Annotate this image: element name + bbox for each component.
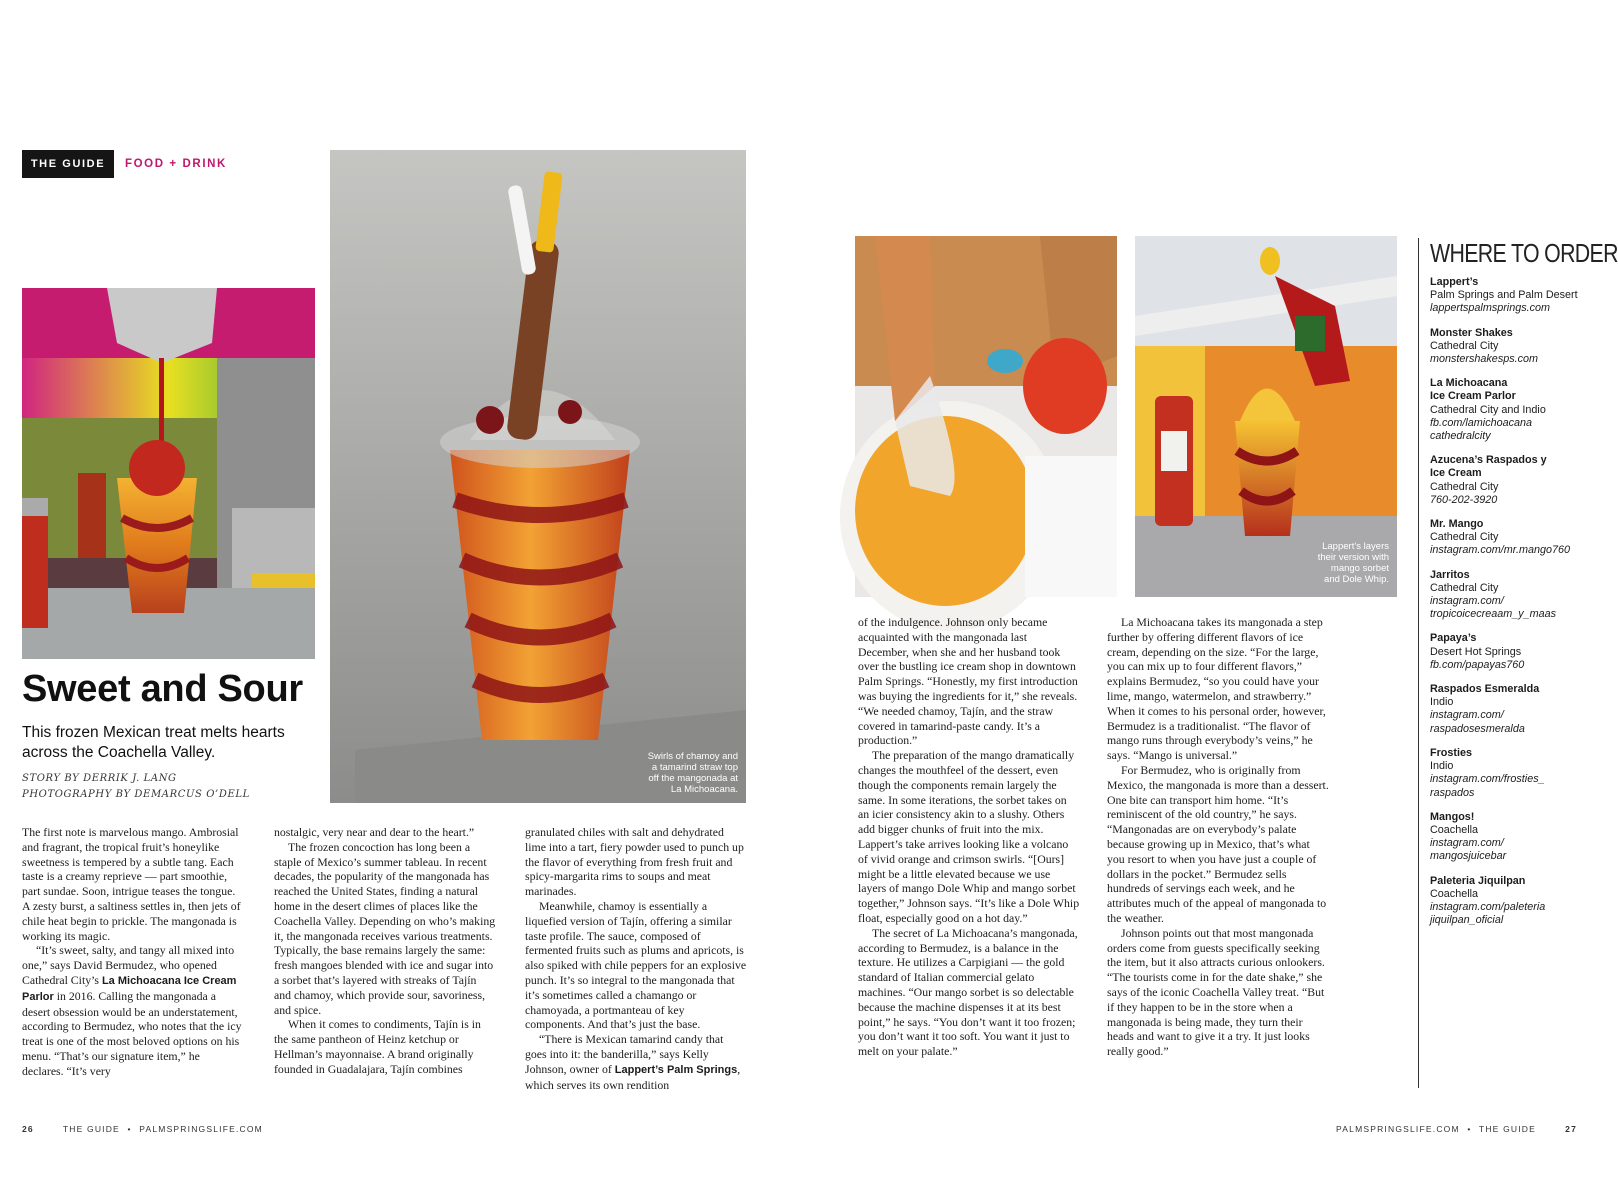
list-item bbox=[1430, 276, 1595, 316]
venue-location: Indio bbox=[1430, 696, 1454, 709]
list-item bbox=[1430, 683, 1595, 736]
list-item bbox=[1430, 632, 1595, 672]
venue-name: Paleteria Jiquilpan bbox=[1430, 874, 1526, 887]
venue-link[interactable]: monstershakesps.com bbox=[1430, 353, 1539, 366]
paragraph: The preparation of the mango dramatically changes the mouthfeel of the dessert, even though the components remain largely the same. In some iterations, the sorbet takes on an icier consistency akin to a slushy. Others add bigger chunks of fruit into the mix. Lappert’s take arrives looking like a volcano of vivid orange and crimson swirls. “[Ours] might be a little elevated because we use layers of mango Dole Whip and mango sorbet together,” Johnson says. “It’s like a Dole Whip float, especially good on a hot day.” bbox=[858, 748, 1080, 925]
footer-left bbox=[22, 1124, 263, 1134]
story-credit: STORY BY DERRIK J. LANG bbox=[22, 773, 177, 784]
paragraph: granulated chiles with salt and dehydrated lime into a tart, fiery powder used to punch up the flavor of everything from fresh fruit and spicy-margarita rims to soups and meat marinades. bbox=[525, 825, 744, 899]
venue-location: Cathedral City bbox=[1430, 339, 1499, 352]
venue-location: Cathedral City bbox=[1430, 531, 1499, 544]
paragraph: The frozen concoction has long been a staple of Mexico’s summer tableau. In recent decades, the popularity of the mangonada has reached the United States, finding a natural home in the desert climes of places like the Coachella Valley. Depending on who’s making it, the mangonada receives various treatments. Typically, the base remains largely the same: fresh mangoes blended with ice and sugar into a sorbet that’s layered with streaks of Tajín and chamoy, which provide sour, savoriness, and spice. bbox=[274, 839, 496, 1017]
the-guide-tag: THE GUIDE bbox=[22, 150, 114, 178]
venue-location: Desert Hot Springs bbox=[1430, 645, 1522, 658]
footer-site-link[interactable]: PALMSPRINGSLIFE.COM bbox=[1336, 1124, 1460, 1134]
body-column-4 bbox=[858, 615, 1080, 1059]
sidebar-title: WHERE TO ORDER bbox=[1430, 238, 1618, 268]
list-item bbox=[1430, 811, 1595, 864]
paragraph: When it comes to condiments, Tajín is in the same pantheon of Heinz ketchup or Hellman’s mayonnaise. A brand originally founded in Guadalajara, Tajín combines bbox=[274, 1017, 481, 1076]
list-item bbox=[1430, 747, 1595, 800]
footer-guide-label: THE GUIDE bbox=[1478, 1124, 1537, 1134]
venue-location: Coachella bbox=[1430, 887, 1479, 900]
venue-name: Azucena’s Raspados y Ice Cream bbox=[1430, 454, 1547, 480]
venue-link[interactable]: lappertspalmsprings.com bbox=[1430, 302, 1551, 315]
venue-name: Lappert’s bbox=[1430, 276, 1479, 288]
la-michoacana-name: La Michoacana Ice Cream Parlor bbox=[22, 974, 237, 1003]
footer-separator: • bbox=[1467, 1124, 1472, 1134]
venue-link[interactable]: fb.com/lamichoacana cathedralcity bbox=[1430, 416, 1533, 443]
page-number-right: 27 bbox=[1565, 1124, 1577, 1134]
footer-right bbox=[1336, 1124, 1577, 1134]
list-item bbox=[1430, 569, 1595, 622]
venue-location: Palm Springs and Palm Desert bbox=[1430, 289, 1578, 302]
photo-mangonada-main bbox=[330, 150, 746, 803]
list-item bbox=[1430, 875, 1595, 928]
body-column-5 bbox=[1107, 615, 1329, 1059]
venue-name: Papaya’s bbox=[1430, 632, 1477, 645]
venue-phone[interactable]: 760-202-3920 bbox=[1430, 493, 1498, 506]
paragraph: of the indulgence. Johnson only became acquainted with the mangonada last December, when she and her husband took over the bustling ice cream shop in downtown Palm Springs. “Honestly, my first introduction was buying the ingredients for it,” she reveals. “We needed chamoy, Tajín, and the straw covered in tamarind-paste candy. It’s a production.” bbox=[858, 615, 1078, 748]
paragraph: The first note is marvelous mango. Ambrosial and fragrant, the tropical fruit’s honeylike sweetness is tempered by a subtle tang. Each taste is a creamy reprieve — part smoothie, part sundae. Soon, intrigue teases the tongue. A zesty burst, a saltiness settles in, then jets of chile heat begin to prickle. The mangonada is working its magic. bbox=[22, 825, 241, 943]
body-column-2 bbox=[274, 825, 496, 1077]
paragraph: “There is Mexican tamarind candy that goes into it: the banderilla,” says Kelly Johnson, owner of Lappert’s Palm Springs, which serves its own rendition bbox=[525, 1032, 741, 1092]
venue-link[interactable]: instagram.com/mr.mango760 bbox=[1430, 544, 1571, 557]
page-number-left: 26 bbox=[22, 1124, 34, 1134]
venue-name: Monster Shakes bbox=[1430, 326, 1513, 339]
venue-link[interactable]: instagram.com/ tropicoicecreaam_y_maas bbox=[1430, 595, 1557, 621]
venue-link[interactable]: instagram.com/ raspadosesmeralda bbox=[1430, 709, 1525, 735]
paragraph: For Bermudez, who is originally from Mexico, the mangonada is more than a dessert. One bite can transport him home. “It’s reminiscent of the old country,” he says. “Mangonadas are on everybody’s palate because growing up in Mexico, that’s what you resort to when you have just a couple of dollars in the pocket.” Bermudez sells hundreds of servings each week, and he attributes much of the appeal of mangonada to the weather. bbox=[1107, 762, 1329, 925]
body-column-3 bbox=[525, 825, 747, 1092]
venue-location: Cathedral City and Indio bbox=[1430, 403, 1546, 416]
venue-link[interactable]: instagram.com/paleteria jiquilpan_oficial bbox=[1430, 900, 1546, 927]
footer-site-link[interactable]: PALMSPRINGSLIFE.COM bbox=[139, 1124, 263, 1134]
sidebar-divider bbox=[1418, 238, 1419, 1088]
venue-location: Coachella bbox=[1430, 823, 1479, 836]
body-column-1 bbox=[22, 825, 244, 1079]
list-item bbox=[1430, 454, 1595, 507]
venue-location: Cathedral City bbox=[1430, 480, 1499, 493]
where-to-order-list bbox=[1430, 276, 1595, 938]
caption-lapperts-photo: Lappert’s layers their version with mango sorbet and Dole Whip. bbox=[1317, 541, 1389, 585]
venue-location: Cathedral City bbox=[1430, 581, 1499, 594]
venue-name: La Michoacana Ice Cream Parlor bbox=[1430, 377, 1516, 403]
paragraph: The secret of La Michoacana’s mangonada, according to Bermudez, is a balance in the texture. He utilizes a Carpigiani — the gold standard of Italian commercial gelato machines. “Our mango sorbet is so delectable because the machine dispenses it at its best point,” he says. “You don’t want it too frozen; you don’t want it too soft. You want it just to melt on your palate.” bbox=[858, 925, 1078, 1059]
photo-scooping-sorbet bbox=[855, 236, 1117, 597]
venue-location: Indio bbox=[1430, 760, 1454, 773]
article-headline: Sweet and Sour bbox=[22, 668, 303, 710]
list-item bbox=[1430, 518, 1595, 558]
list-item bbox=[1430, 377, 1595, 443]
footer-separator: • bbox=[127, 1124, 132, 1134]
photo-lapperts-mangonada bbox=[1135, 236, 1397, 597]
photo-chamoy-pour bbox=[22, 288, 315, 659]
venue-name: Mangos! bbox=[1430, 810, 1475, 823]
venue-name: Mr. Mango bbox=[1430, 518, 1484, 531]
venue-link[interactable]: instagram.com/frosties_ raspados bbox=[1430, 773, 1545, 799]
venue-link[interactable]: instagram.com/ mangosjuicebar bbox=[1430, 837, 1507, 863]
section-tag-food-drink[interactable]: FOOD + DRINK bbox=[125, 158, 227, 170]
article-dek: This frozen Mexican treat melts hearts across the Coachella Valley. bbox=[22, 724, 285, 761]
lapperts-name: Lappert’s Palm Springs bbox=[614, 1063, 738, 1076]
paragraph: Johnson points out that most mangonada orders come from guests specifically seeking the item, but it also attracts curious onlookers. “The tourists come in for the date shake,” she says of the iconic Coachella Valley treat. “But if they happen to be in the store when a mangonada is being made, they turn their heads and want to give it a try. It just looks really good.” bbox=[1107, 925, 1325, 1059]
venue-name: Raspados Esmeralda bbox=[1430, 683, 1540, 696]
caption-main-photo: Swirls of chamoy and a tamarind straw top off the mangonada at La Michoacana. bbox=[647, 751, 738, 795]
paragraph: nostalgic, very near and dear to the heart.” bbox=[274, 825, 475, 839]
paragraph: Meanwhile, chamoy is essentially a liquefied version of Tajín, offering a similar taste profile. The sauce, composed of fermented fruits such as plums and apricots, is also spiked with chile peppers for an explosive punch. It’s so integral to the mangonada that it’s sometimes called a chamango or chamoyada, a portmanteau of key components. And that’s just the base. bbox=[525, 898, 747, 1032]
list-item bbox=[1430, 327, 1595, 367]
paragraph: “It’s sweet, salty, and tangy all mixed into one,” says David Bermudez, who opened Cathedral City’s La Michoacana Ice Cream Parlor in 2016. Calling the mangonada a desert obsession would be an understatement, according to Bermudez, who notes that the icy treat is one of the most beloved options on his menu. “That’s our signature item,” he declares. “It’s very bbox=[22, 943, 242, 1078]
photo-credit: PHOTOGRAPHY BY DEMARCUS O’DELL bbox=[22, 789, 250, 800]
venue-name: Jarritos bbox=[1430, 568, 1470, 581]
venue-link[interactable]: fb.com/papayas760 bbox=[1430, 658, 1525, 671]
venue-name: Frosties bbox=[1430, 746, 1473, 759]
paragraph: La Michoacana takes its mangonada a step further by offering different flavors of ice cream, depending on the size. “For the large, you can mix up to four different flavors,” explains Bermudez, “so you could have your lime, mango, watermelon, and strawberry.” When it comes to his personal order, however, Bermudez is a traditionalist. “The flavor of mango runs through everybody’s veins,” he says. “Mango is universal.” bbox=[1107, 615, 1326, 763]
footer-guide-label: THE GUIDE bbox=[62, 1124, 120, 1134]
